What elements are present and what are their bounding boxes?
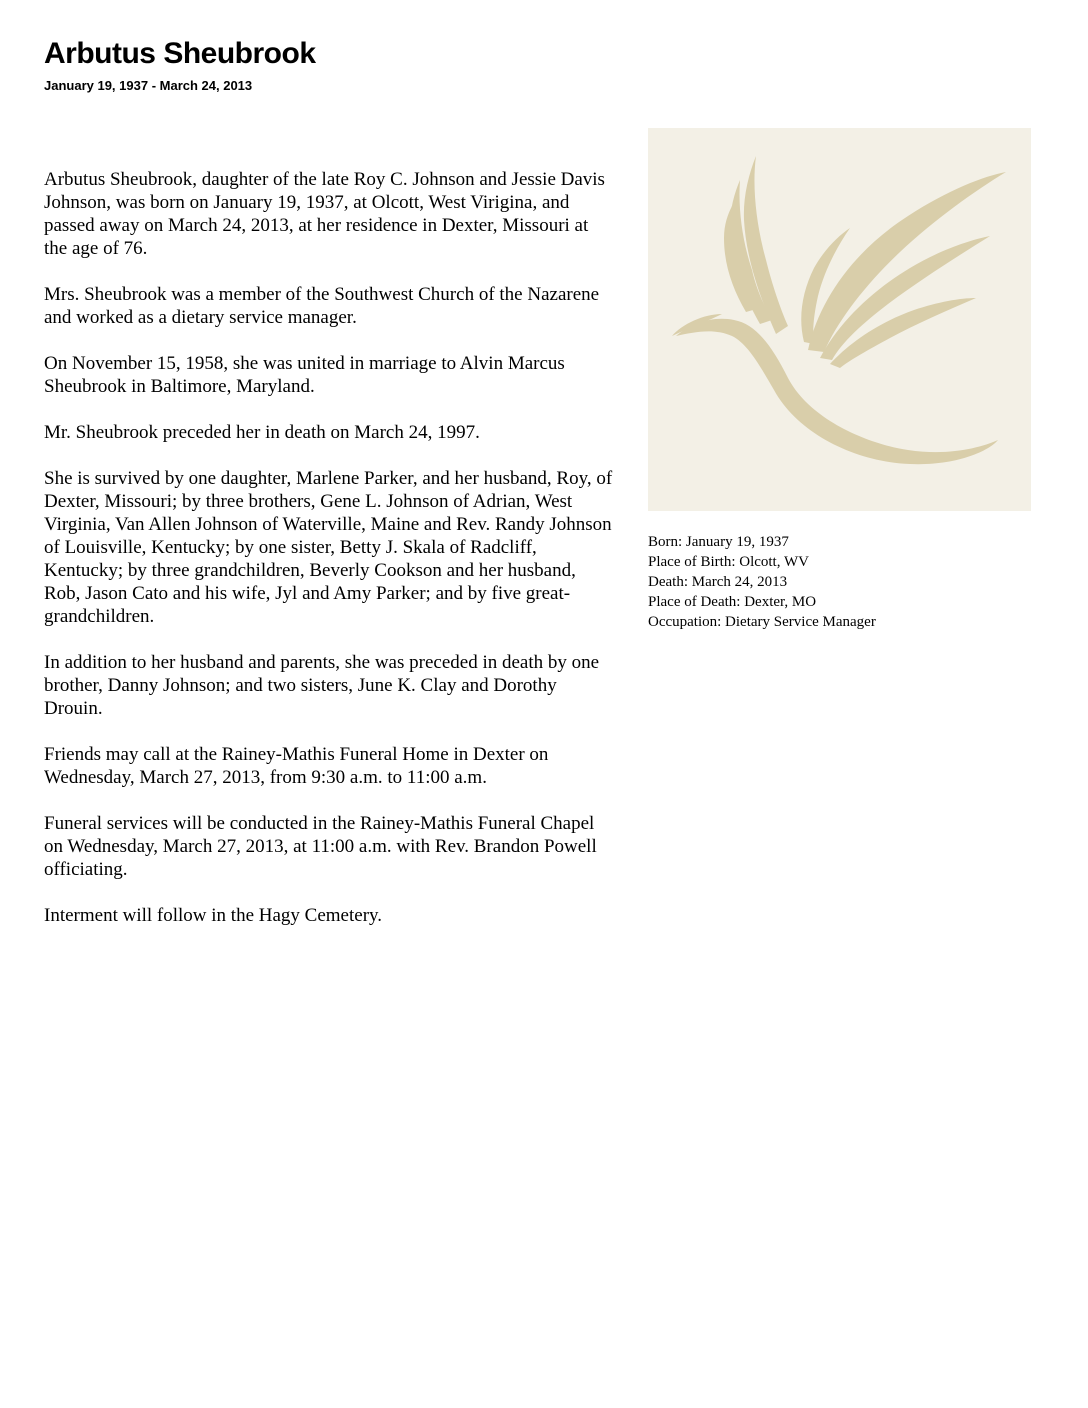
obituary-paragraph: In addition to her husband and parents, she was preceded in death by one brother, Danny Johnson; and two sisters, June K. Clay and Dorothy Drouin. [44,652,600,719]
page-title: Arbutus Sheubrook [44,37,316,70]
obituary-paragraph: Funeral services will be conducted in the Rainey-Mathis Funeral Chapel on Wednesday, March 27, 2013, at 11:00 a.m. with Rev. Brandon Powell officiating. [44,813,597,880]
obituary-paragraph: On November 15, 1958, she was united in marriage to Alvin Marcus Sheubrook in Baltimore, Maryland. [44,353,565,397]
obituary-paragraph: Mr. Sheubrook preceded her in death on March 24, 1997. [44,422,480,443]
fact-born: Born: January 19, 1937 [648,534,789,550]
obituary-body [44,168,614,950]
obituary-header [44,36,316,94]
obituary-paragraph: She is survived by one daughter, Marlene Parker, and her husband, Roy, of Dexter, Missouri; by three brothers, Gene L. Johnson of Adrian, West Virginia, Van Allen Johnson of Waterville, Maine and Rev. Randy Johnson of Louisville, Kentucky; by one sister, Betty J. Skala of Radcliff, Kentucky; by three grandchildren, Beverly Cookson and her husband, Rob, Jason Cato and his wife, Jyl and Amy Parker; and by five great-grandchildren. [44,468,613,627]
obituary-paragraph: Arbutus Sheubrook, daughter of the late Roy C. Johnson and Jessie Davis Johnson, was born on January 19, 1937, at Olcott, West Virigina, and passed away on March 24, 2013, at her residence in Dexter, Missouri at the age of 76. [44,169,605,259]
dove-icon [648,128,1031,511]
fact-death: Death: March 24, 2013 [648,574,788,590]
vital-facts [648,532,876,632]
obituary-paragraph: Mrs. Sheubrook was a member of the Southwest Church of the Nazarene and worked as a dietary service manager. [44,284,600,328]
fact-place-of-death: Place of Death: Dexter, MO [648,594,817,610]
memorial-photo [648,128,1031,511]
fact-occupation: Occupation: Dietary Service Manager [648,614,876,630]
life-dates: January 19, 1937 - March 24, 2013 [44,78,253,93]
obituary-paragraph: Friends may call at the Rainey-Mathis Funeral Home in Dexter on Wednesday, March 27, 2013, from 9:30 a.m. to 11:00 a.m. [44,744,549,788]
obituary-paragraph: Interment will follow in the Hagy Cemetery. [44,905,383,926]
fact-place-of-birth: Place of Birth: Olcott, WV [648,554,809,570]
